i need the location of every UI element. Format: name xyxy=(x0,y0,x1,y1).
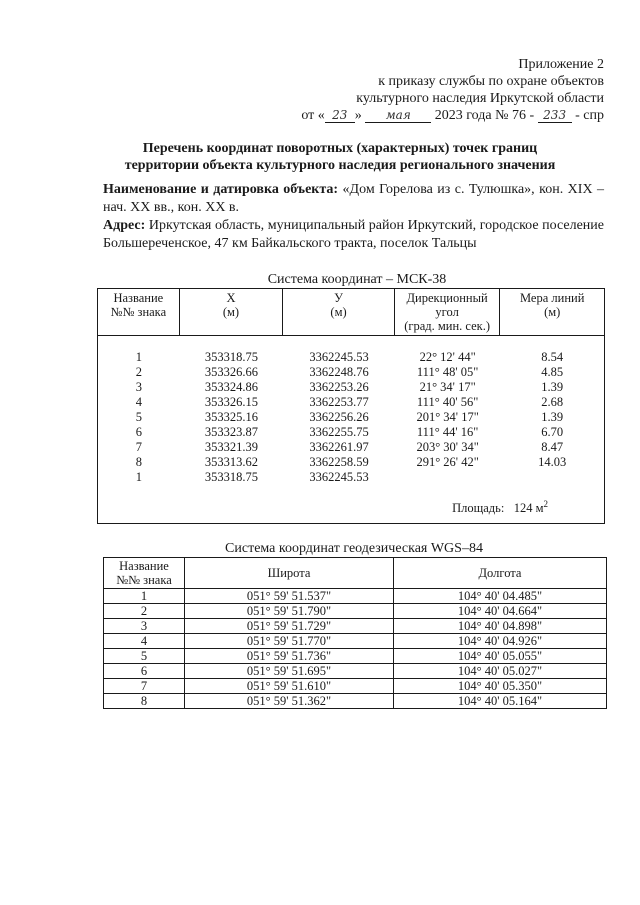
cell-latitude: 051° 59' 51.537" xyxy=(185,589,394,604)
cell-length: 1.39 xyxy=(541,380,564,394)
area-value xyxy=(514,501,548,515)
header-direction-angle xyxy=(395,289,501,335)
cell-longitude: 104° 40' 04.664" xyxy=(394,604,607,619)
object-address-value: Иркутская область, муниципальный район Иркутский, городское поселение Большереченское, 47 км Байкальского тракта, поселок Тальцы xyxy=(103,218,604,251)
header-text: Название xyxy=(113,291,164,305)
cell-longitude: 104° 40' 05.027" xyxy=(394,664,607,679)
cell-x: 353323.87 xyxy=(204,425,259,439)
object-description xyxy=(103,181,604,253)
cell-point: 6 xyxy=(135,425,142,439)
cell-x: 353318.75 xyxy=(204,470,259,484)
title-line-2: территории объекта культурного наследия регионального значения xyxy=(124,158,556,173)
table-row xyxy=(104,664,607,679)
cell-y: 3362256.26 xyxy=(309,410,369,424)
cell-point: 1 xyxy=(104,589,185,604)
cell-length: 8.54 xyxy=(541,350,564,364)
cell-point: 5 xyxy=(135,410,142,424)
table-row xyxy=(104,694,607,709)
object-address-label: Адрес: xyxy=(103,218,146,233)
cell-x: 353318.75 xyxy=(204,350,259,364)
cell-length: 4.85 xyxy=(541,365,564,379)
handwritten-month: мая xyxy=(365,108,431,123)
document-header xyxy=(301,56,604,124)
cell-point: 7 xyxy=(104,679,185,694)
cell-y: 3362258.59 xyxy=(309,455,369,469)
cell-x: 353321.39 xyxy=(204,440,259,454)
header-text: (м) xyxy=(544,305,561,319)
cell-point: 6 xyxy=(104,664,185,679)
cell-point: 1 xyxy=(135,470,142,484)
table-row xyxy=(98,350,604,365)
cell-length: 8.47 xyxy=(541,440,564,454)
table-row xyxy=(98,410,604,425)
appendix-title: Приложение 2 xyxy=(518,57,604,72)
handwritten-order-number: 233 xyxy=(538,108,572,123)
cell-latitude: 051° 59' 51.729" xyxy=(185,619,394,634)
cell-angle: 22° 12' 44" xyxy=(419,350,476,364)
wgs-table-caption: Система координат геодезическая WGS–84 xyxy=(225,541,483,556)
order-reference-line: к приказу службы по охране объектов xyxy=(378,74,604,89)
area-summary xyxy=(452,497,548,516)
cell-point: 3 xyxy=(104,619,185,634)
object-name-paragraph xyxy=(103,181,604,217)
header-text: X xyxy=(226,291,236,305)
cell-angle: 21° 34' 17" xyxy=(419,380,476,394)
cell-length: 1.39 xyxy=(541,410,564,424)
table-row xyxy=(98,470,604,485)
cell-point: 2 xyxy=(135,365,142,379)
table-row xyxy=(104,649,607,664)
cell-y: 3362253.26 xyxy=(309,380,369,394)
cell-angle: 111° 40' 56" xyxy=(416,395,479,409)
cell-point: 2 xyxy=(104,604,185,619)
header-line-length xyxy=(500,289,604,335)
cell-latitude: 051° 59' 51.736" xyxy=(185,649,394,664)
table-row xyxy=(104,589,607,604)
table-row xyxy=(98,440,604,455)
table-row xyxy=(104,619,607,634)
header-text: Дирекционный xyxy=(406,291,488,305)
object-name-value: «Дом Горелова из с. Тулюшка», кон. XIX – нач. XX вв., кон. XX в. xyxy=(103,182,604,215)
cell-angle: 111° 48' 05" xyxy=(416,365,479,379)
cell-angle xyxy=(395,470,501,485)
area-label: Площадь: xyxy=(452,501,505,516)
msk-coordinates-table xyxy=(97,288,605,524)
cell-y: 3362253.77 xyxy=(309,395,369,409)
cell-point: 8 xyxy=(104,694,185,709)
cell-longitude: 104° 40' 05.055" xyxy=(394,649,607,664)
cell-point: 4 xyxy=(135,395,142,409)
cell-latitude: 051° 59' 51.695" xyxy=(185,664,394,679)
cell-angle: 111° 44' 16" xyxy=(416,425,479,439)
order-suffix: - спр xyxy=(575,108,604,123)
header-latitude: Широта xyxy=(185,558,394,589)
cell-latitude: 051° 59' 51.770" xyxy=(185,634,394,649)
object-name-label: Наименование и датировка объекта: xyxy=(103,182,339,197)
cell-x: 353313.62 xyxy=(204,455,259,469)
cell-longitude: 104° 40' 05.164" xyxy=(394,694,607,709)
cell-point: 8 xyxy=(135,455,142,469)
area-number: 124 м xyxy=(513,501,544,516)
header-point-name xyxy=(98,289,180,335)
header-text: (град. мин. сек.) xyxy=(404,319,491,333)
header-text: №№ знака xyxy=(116,573,172,587)
cell-length: 6.70 xyxy=(541,425,564,439)
order-date-line xyxy=(301,107,604,124)
msk-table-body xyxy=(98,350,604,485)
cell-point: 5 xyxy=(104,649,185,664)
table-row xyxy=(104,679,607,694)
header-y xyxy=(283,289,395,335)
cell-y: 3362245.53 xyxy=(309,350,369,364)
handwritten-day: 23 xyxy=(325,108,355,123)
object-address-paragraph xyxy=(103,217,604,253)
cell-y: 3362261.97 xyxy=(309,440,369,454)
cell-angle: 201° 34' 17" xyxy=(416,410,479,424)
table-row xyxy=(98,395,604,410)
cell-longitude: 104° 40' 05.350" xyxy=(394,679,607,694)
cell-x: 353326.66 xyxy=(204,365,259,379)
area-unit-superscript: 2 xyxy=(543,499,548,509)
header-text: угол xyxy=(435,305,459,319)
header-x xyxy=(180,289,284,335)
cell-angle: 291° 26' 42" xyxy=(416,455,479,469)
document-title xyxy=(60,140,620,174)
wgs-table-header xyxy=(104,558,607,589)
cell-angle: 203° 30' 34" xyxy=(416,440,479,454)
table-row xyxy=(98,455,604,470)
header-text: (м) xyxy=(222,305,240,319)
title-line-1: Перечень координат поворотных (характерных) точек границ xyxy=(142,141,538,156)
table-row xyxy=(98,425,604,440)
cell-longitude: 104° 40' 04.926" xyxy=(394,634,607,649)
authority-line: культурного наследия Иркутской области xyxy=(356,91,604,106)
table-row xyxy=(98,365,604,380)
cell-length xyxy=(500,470,604,485)
cell-point: 3 xyxy=(135,380,142,394)
date-prefix: от « xyxy=(301,108,325,123)
header-text: Название xyxy=(119,559,169,573)
cell-x: 353325.16 xyxy=(204,410,259,424)
cell-latitude: 051° 59' 51.610" xyxy=(185,679,394,694)
header-text: №№ знака xyxy=(110,305,167,319)
header-longitude: Долгота xyxy=(394,558,607,589)
cell-latitude: 051° 59' 51.362" xyxy=(185,694,394,709)
msk-table-header xyxy=(98,289,604,336)
cell-length: 2.68 xyxy=(541,395,564,409)
cell-x: 353326.15 xyxy=(204,395,259,409)
cell-latitude: 051° 59' 51.790" xyxy=(185,604,394,619)
header-text: Мера линий xyxy=(519,291,585,305)
cell-point: 1 xyxy=(135,350,142,364)
wgs-coordinates-table xyxy=(103,557,607,709)
table-row xyxy=(104,604,607,619)
cell-point: 7 xyxy=(135,440,142,454)
date-mid: » xyxy=(354,108,362,123)
cell-x: 353324.86 xyxy=(204,380,259,394)
header-text: (м) xyxy=(330,305,347,319)
table-row xyxy=(98,380,604,395)
cell-y: 3362245.53 xyxy=(309,470,369,484)
cell-point: 4 xyxy=(104,634,185,649)
cell-length: 14.03 xyxy=(538,455,567,469)
cell-longitude: 104° 40' 04.485" xyxy=(394,589,607,604)
cell-y: 3362255.75 xyxy=(309,425,369,439)
header-text: У xyxy=(334,291,343,305)
header-point-name xyxy=(104,558,185,589)
table-row xyxy=(104,634,607,649)
msk-table-caption: Система координат – МСК-38 xyxy=(267,272,447,287)
cell-y: 3362248.76 xyxy=(309,365,369,379)
date-year: 2023 года № 76 - xyxy=(434,108,535,123)
cell-longitude: 104° 40' 04.898" xyxy=(394,619,607,634)
